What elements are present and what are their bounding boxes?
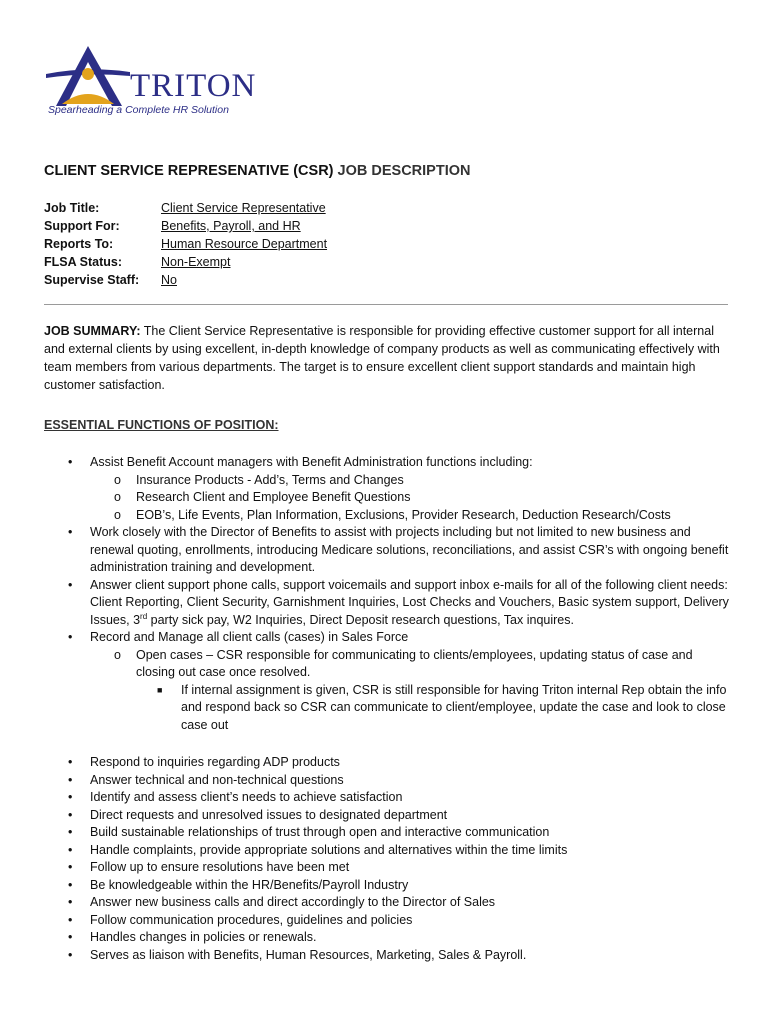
field-value: Human Resource Department: [161, 237, 328, 251]
bullet-icon: •: [68, 790, 73, 804]
list-item: • Direct requests and unresolved issues to designated department: [44, 807, 734, 825]
list-item: • Follow communication procedures, guidelines and policies: [44, 912, 734, 930]
field-row: [44, 271, 374, 289]
field-row: [44, 253, 374, 271]
bullet-icon: •: [68, 807, 73, 822]
bullet-icon: •: [68, 842, 73, 857]
bullet-icon: •: [68, 577, 73, 592]
list-item: o Insurance Products - Add’s, Terms and Changes: [44, 472, 734, 490]
responsibilities-list: [44, 754, 734, 964]
field-value: No: [161, 273, 177, 287]
title-main: CLIENT SERVICE REPRESENATIVE (CSR): [44, 163, 334, 179]
list-item: o Open cases – CSR responsible for communicating to clients/employees, updating status of case and closing out case once resolved.: [114, 647, 693, 679]
essential-functions-list: [44, 454, 734, 734]
list-item: • Assist Benefit Account managers with Benefit Administration functions including:: [44, 454, 734, 472]
triton-emblem-icon: [42, 44, 132, 110]
bullet-icon: •: [68, 895, 73, 909]
summary-text: The Client Service Representative is responsible for providing effective customer support for all internal and external clients by using excellent, in-depth knowledge of company products as well as communicating effectively with team members from various departments. The target is to ensure excellent client support standards and maintain high customer satisfaction.: [44, 324, 720, 392]
list-item: • Follow up to ensure resolutions have been met: [44, 859, 734, 877]
list-item: • Build sustainable relationships of trust through open and interactive communication: [44, 824, 734, 842]
list-item: ■ If internal assignment is given, CSR is still responsible for having Triton internal Rep obtain the info and respond back so CSR can communicate to client/employee, update the case and look to close case out: [157, 682, 727, 732]
horizontal-divider: [44, 304, 728, 305]
list-item: • Work closely with the Director of Benefits to assist with projects including but not limited to new business and renewal quoting, enrollments, introducing Medicare solutions, reconciliations, and assist CSR’s with ongoing benefit administration training and development.: [68, 525, 729, 574]
list-item: • Identify and assess client’s needs to achieve satisfaction: [44, 789, 734, 807]
field-label: Job Title:: [44, 201, 100, 215]
list-item: • Serves as liaison with Benefits, Human Resources, Marketing, Sales & Payroll.: [44, 947, 734, 965]
logo-tagline: Spearheading a Complete HR Solution: [48, 104, 229, 116]
list-item: • Handles changes in policies or renewals.: [44, 929, 734, 947]
list-item: • Be knowledgeable within the HR/Benefits/Payroll Industry: [44, 877, 734, 895]
list-item: • Respond to inquiries regarding ADP products: [44, 754, 734, 772]
list-item: • Answer client support phone calls, support voicemails and support inbox e-mails for all of the following client needs: Client Reporting, Client Security, Garnishment Inquiries, Lost Checks and Vouchers, Basic system support, Delivery Issues, 3rd party sick pay, W2 Inquiries, Direct Deposit research questions, Tax inquires.: [68, 577, 729, 627]
square-bullet-icon: ■: [157, 684, 163, 695]
essential-functions-heading: ESSENTIAL FUNCTIONS OF POSITION:: [44, 418, 279, 432]
list-item: • Answer technical and non-technical questions: [44, 772, 734, 790]
document-title: [44, 162, 470, 180]
field-value: Benefits, Payroll, and HR: [161, 219, 301, 233]
logo-wordmark: TRITON: [130, 68, 257, 104]
list-item: o Research Client and Employee Benefit Questions: [44, 489, 734, 507]
bullet-icon: •: [68, 877, 73, 892]
field-label: Support For:: [44, 219, 120, 233]
field-row: [44, 199, 374, 217]
bullet-icon: •: [68, 525, 73, 539]
bullet-icon: •: [68, 755, 73, 769]
title-suffix: JOB DESCRIPTION: [337, 163, 471, 179]
field-label: Supervise Staff:: [44, 273, 140, 287]
circle-bullet-icon: o: [114, 490, 121, 504]
field-label: FLSA Status:: [44, 255, 123, 269]
bullet-icon: •: [68, 930, 73, 944]
field-row: [44, 217, 374, 235]
bullet-icon: •: [68, 912, 73, 927]
circle-bullet-icon: o: [114, 472, 121, 487]
bullet-icon: •: [68, 455, 73, 469]
field-row: [44, 235, 374, 253]
circle-bullet-icon: o: [114, 647, 121, 662]
triton-logo: [42, 44, 262, 120]
circle-bullet-icon: o: [114, 507, 121, 522]
list-item: • Record and Manage all client calls (cases) in Sales Force: [44, 629, 734, 647]
bullet-icon: •: [68, 947, 73, 962]
bullet-icon: •: [68, 772, 73, 787]
bullet-icon: •: [68, 630, 73, 644]
field-value: Client Service Representative: [161, 201, 326, 215]
field-label: Reports To:: [44, 237, 114, 251]
list-item: • Handle complaints, provide appropriate solutions and alternatives within the time limits: [44, 842, 734, 860]
list-item: o EOB’s, Life Events, Plan Information, Exclusions, Provider Research, Deduction Research/Costs: [44, 507, 734, 525]
list-item: • Answer new business calls and direct accordingly to the Director of Sales: [44, 894, 734, 912]
summary-label: JOB SUMMARY:: [44, 324, 141, 338]
field-value: Non-Exempt: [161, 255, 231, 269]
bullet-icon: •: [68, 825, 73, 839]
job-fields: [44, 199, 374, 289]
job-summary: [44, 322, 734, 394]
bullet-icon: •: [68, 860, 73, 874]
